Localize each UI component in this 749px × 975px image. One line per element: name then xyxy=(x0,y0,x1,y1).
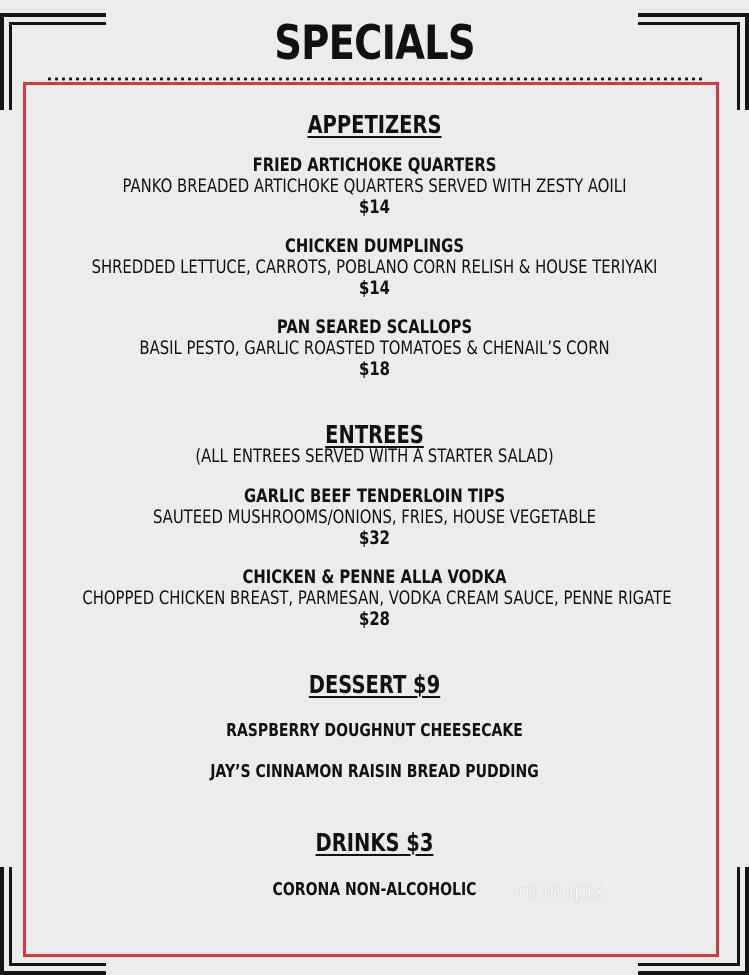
corner-bracket-bottom-right xyxy=(638,963,740,966)
corner-bracket-top-right xyxy=(737,22,740,110)
menu-item-name: CHICKEN & PENNE ALLA VODKA xyxy=(242,566,507,588)
watermark-logo: menupix xyxy=(518,881,605,903)
menu-item-name: CORONA NON-ALCOHOLIC xyxy=(272,879,477,900)
menu-item-name: JAY’S CINNAMON RAISIN BREAD PUDDING xyxy=(210,761,539,782)
menu-item-name: PAN SEARED SCALLOPS xyxy=(276,316,473,338)
section-note: (ALL ENTREES SERVED WITH A STARTER SALAD) xyxy=(195,445,554,467)
corner-bracket-bottom-right xyxy=(638,971,749,975)
corner-bracket-bottom-left xyxy=(9,867,12,966)
corner-bracket-top-left xyxy=(0,13,4,110)
corner-bracket-top-right xyxy=(638,13,749,17)
corner-bracket-top-left xyxy=(9,22,12,110)
menu-item-description: BASIL PESTO, GARLIC ROASTED TOMATOES & CHENAIL’S CORN xyxy=(139,337,610,359)
page-title: SPECIALS xyxy=(274,16,475,71)
menu-item-description: PANKO BREADED ARTICHOKE QUARTERS SERVED WITH ZESTY AOILI xyxy=(122,175,627,197)
corner-bracket-top-right xyxy=(745,13,749,110)
corner-bracket-bottom-right xyxy=(737,867,740,966)
menu-item-name: CHICKEN DUMPLINGS xyxy=(285,235,464,257)
menu-item-name: RASPBERRY DOUGHNUT CHEESECAKE xyxy=(226,720,523,741)
menu-item-price: $14 xyxy=(359,196,390,218)
corner-bracket-bottom-left xyxy=(0,971,106,975)
section-heading-appetizers: APPETIZERS xyxy=(307,110,442,139)
section-heading-drinks: DRINKS $3 xyxy=(315,828,434,857)
menu-item-price: $18 xyxy=(359,358,390,380)
menu-item-description: CHOPPED CHICKEN BREAST, PARMESAN, VODKA CREAM SAUCE, PENNE RIGATE xyxy=(82,587,672,609)
corner-bracket-top-left xyxy=(0,13,106,17)
corner-bracket-bottom-right xyxy=(745,867,749,975)
menu-item-price: $28 xyxy=(359,608,390,630)
corner-bracket-bottom-left xyxy=(0,867,4,975)
section-heading-dessert: DESSERT $9 xyxy=(308,670,441,699)
section-heading-entrees: ENTREES xyxy=(325,420,424,449)
corner-bracket-bottom-left xyxy=(9,963,106,966)
menu-item-description: SHREDDED LETTUCE, CARROTS, POBLANO CORN RELISH & HOUSE TERIYAKI xyxy=(91,256,658,278)
menu-item-description: SAUTEED MUSHROOMS/ONIONS, FRIES, HOUSE VEGETABLE xyxy=(153,506,596,528)
menu-item-name: GARLIC BEEF TENDERLOIN TIPS xyxy=(243,485,506,507)
menu-item-price: $32 xyxy=(359,527,390,549)
menu-item-price: $14 xyxy=(359,277,390,299)
dotted-divider xyxy=(46,76,704,82)
menu-item-name: FRIED ARTICHOKE QUARTERS xyxy=(252,154,497,176)
